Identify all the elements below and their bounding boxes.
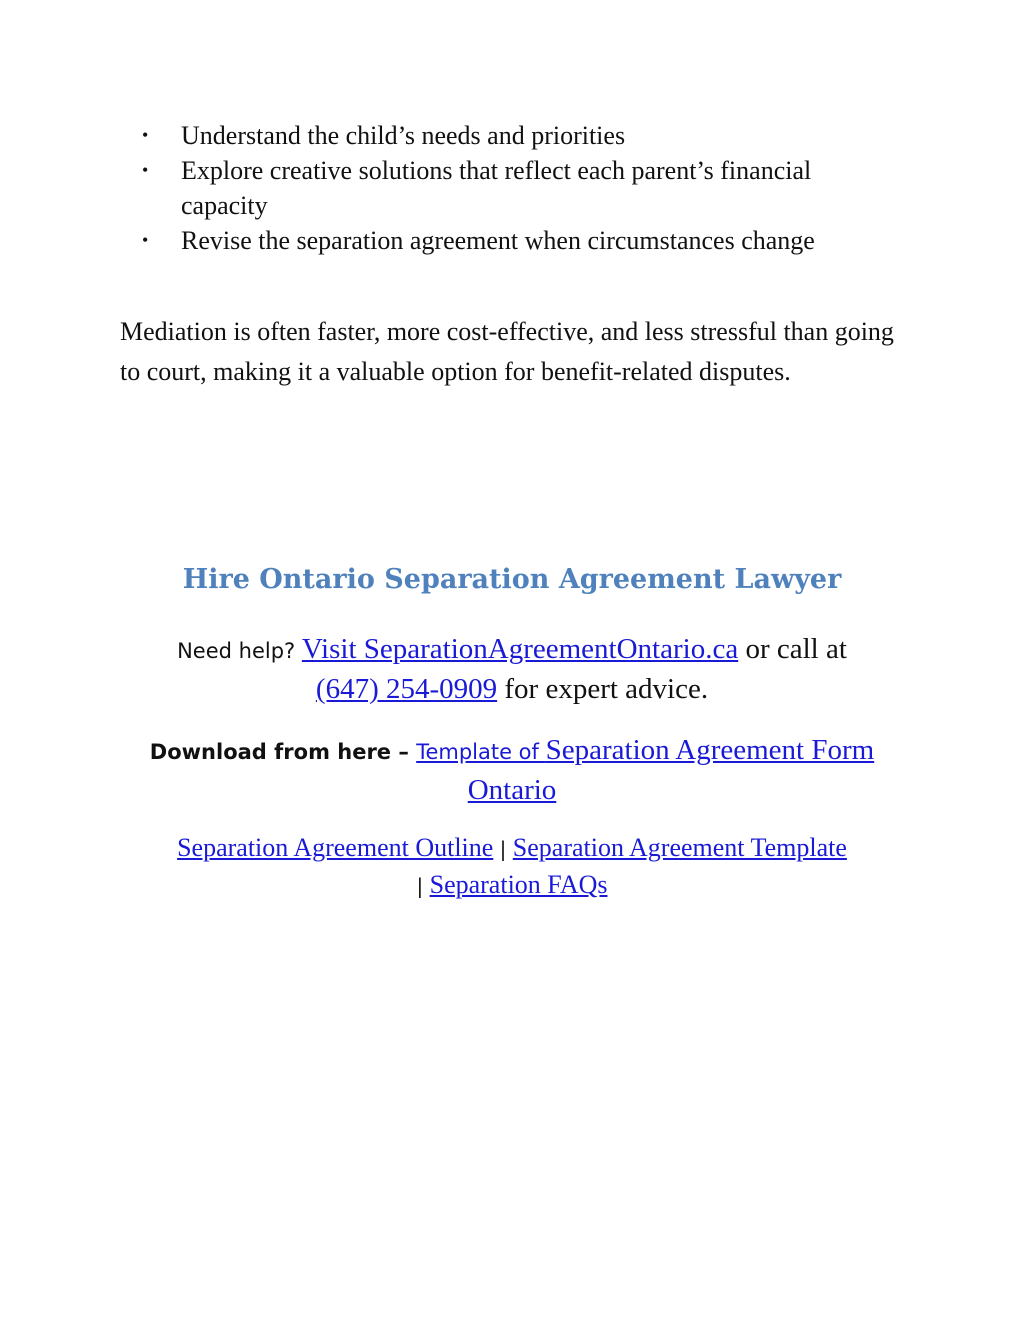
help-prefix: Need help? [177,639,302,663]
bullet-marker: • [142,230,149,250]
list-item-text: Explore creative solutions that reflect each parent’s financial capacity [181,156,812,220]
template-download-link[interactable] [416,734,874,806]
link-separator: | [416,874,430,898]
template-link-part1: Template of [416,740,546,764]
bullet-marker: • [142,160,149,180]
list-item [120,223,840,258]
list-item [120,153,840,223]
list-item-text: Revise the separation agreement when circumstances change [181,226,815,255]
mediation-paragraph: Mediation is often faster, more cost-effective, and less stressful than going to court, making it a valuable option for benefit-related disputes. [120,317,894,386]
list-item [120,118,840,153]
faqs-link[interactable]: Separation FAQs [429,870,608,899]
section-heading: Hire Ontario Separation Agreement Lawyer [182,564,842,595]
template-link[interactable]: Separation Agreement Template [512,833,847,862]
phone-link[interactable]: (647) 254-0909 [315,673,498,705]
download-line [110,731,914,809]
help-line [110,630,914,708]
help-middle: or call at [738,633,847,665]
link-separator: | [493,837,513,861]
bullet-list [120,118,840,258]
help-suffix: for expert advice. [497,673,709,705]
footer-links [110,830,914,904]
visit-site-link[interactable]: Visit SeparationAgreementOntario.ca [301,633,739,665]
list-item-text: Understand the child’s needs and priorities [181,121,626,150]
outline-link[interactable]: Separation Agreement Outline [177,833,494,862]
bullet-marker: • [142,125,149,145]
download-label: Download from here – [149,740,417,764]
template-link-part2: Separation Agreement Form Ontario [467,734,875,806]
